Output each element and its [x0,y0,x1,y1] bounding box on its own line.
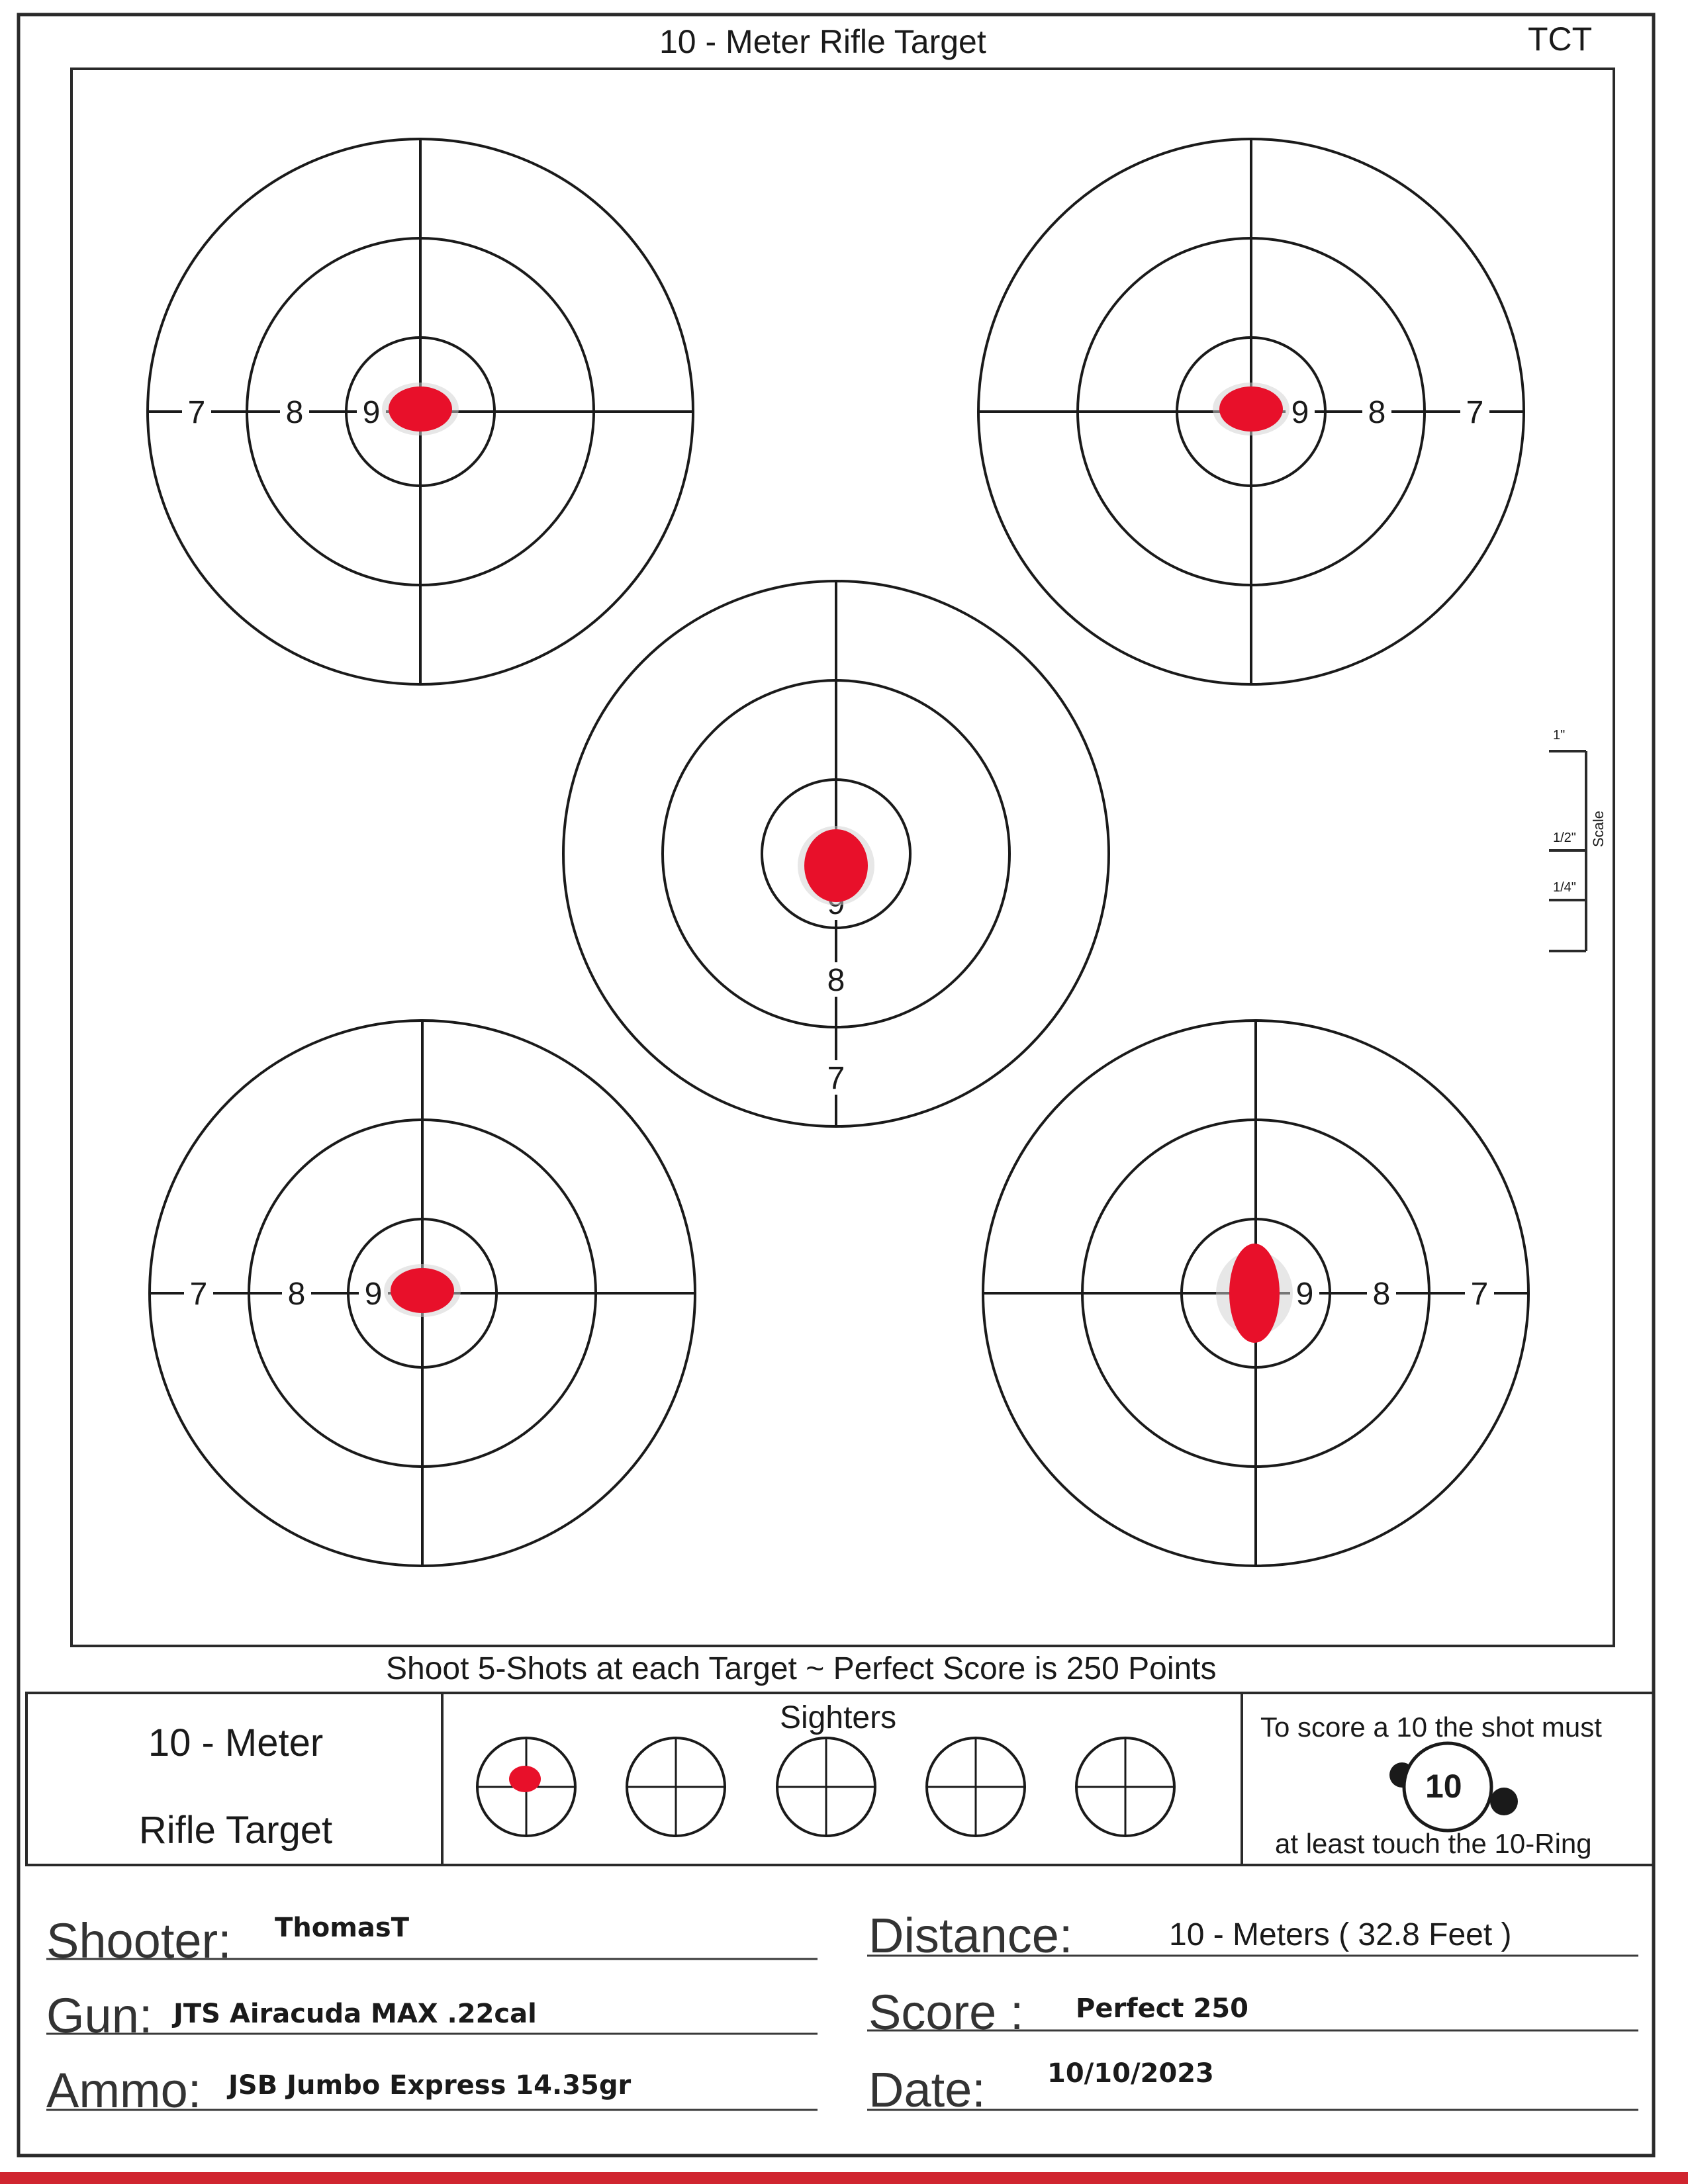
panel-title-line1: 10 - Meter [148,1721,324,1764]
distance-label: Distance: [868,1908,1073,1963]
sighters-label: Sighters [780,1700,897,1735]
instructions-text: Shoot 5-Shots at each Target ~ Perfect Score is 250 Points [386,1651,1217,1686]
ring-label-9: 9 [362,395,381,430]
target-top-right [978,139,1524,684]
score-label: Score : [868,1985,1024,2040]
target-center [563,581,1109,1126]
ring-label-8: 8 [827,963,845,998]
date-value[interactable]: 10/10/2023 [1047,2058,1214,2089]
scale-mark-1in: 1" [1553,728,1566,743]
rule-badge-number: 10 [1425,1768,1462,1805]
ring-label-9: 9 [1291,395,1309,430]
ring-label-7: 7 [189,1277,208,1312]
brand-mark: TCT [1528,21,1593,58]
gun-value[interactable]: JTS Airacuda MAX .22cal [173,1999,537,2029]
ring-label-8: 8 [285,395,304,430]
ring-label-7: 7 [1470,1277,1489,1312]
shot-hole [389,387,452,432]
target-bottom-left [150,1021,695,1566]
ring-label-8: 8 [1372,1277,1391,1312]
target-bottom-right [983,1021,1528,1566]
date-label: Date: [868,2062,986,2117]
shot-hole [804,829,868,902]
sighters-group [477,1738,1174,1836]
ammo-label: Ammo: [46,2063,202,2118]
scale-mark-quarter: 1/4" [1553,880,1576,895]
targets-group [148,139,1528,1566]
sighter-4 [927,1738,1025,1836]
ring-label-9: 9 [1295,1277,1314,1312]
sighter-3 [777,1738,875,1836]
target-top-left [148,139,693,684]
ring-label-9: 9 [364,1277,383,1312]
score-value[interactable]: Perfect 250 [1076,1993,1248,2024]
rule-line1: To score a 10 the shot must [1260,1711,1602,1743]
shot-hole [1229,1244,1280,1343]
shot-hole [1219,387,1283,432]
distance-value[interactable]: 10 - Meters ( 32.8 Feet ) [1169,1917,1512,1952]
scale-bar [1549,751,1586,951]
shooter-label: Shooter: [46,1913,232,1968]
ring-label-8: 8 [1368,395,1386,430]
rule-line2: at least touch the 10-Ring [1275,1828,1592,1859]
sighter-2 [627,1738,725,1836]
ring-label-7: 7 [1466,395,1484,430]
bottom-red-band [0,2172,1688,2184]
shot-hole [391,1268,454,1313]
shooter-value[interactable]: ThomasT [275,1913,410,1943]
ring-label-7: 7 [187,395,206,430]
scale-label: Scale [1590,810,1607,847]
page-title: 10 - Meter Rifle Target [659,23,986,60]
sighter-5 [1076,1738,1174,1836]
panel-title-line2: Rifle Target [138,1809,333,1852]
sighter-1 [477,1738,575,1836]
gun-label: Gun: [46,1988,153,2043]
ring-label-8: 8 [287,1277,306,1312]
ring-label-7: 7 [827,1061,845,1096]
sighter-shot-hole [509,1766,541,1792]
scale-mark-half: 1/2" [1553,831,1576,845]
ammo-value[interactable]: JSB Jumbo Express 14.35gr [228,2070,632,2101]
